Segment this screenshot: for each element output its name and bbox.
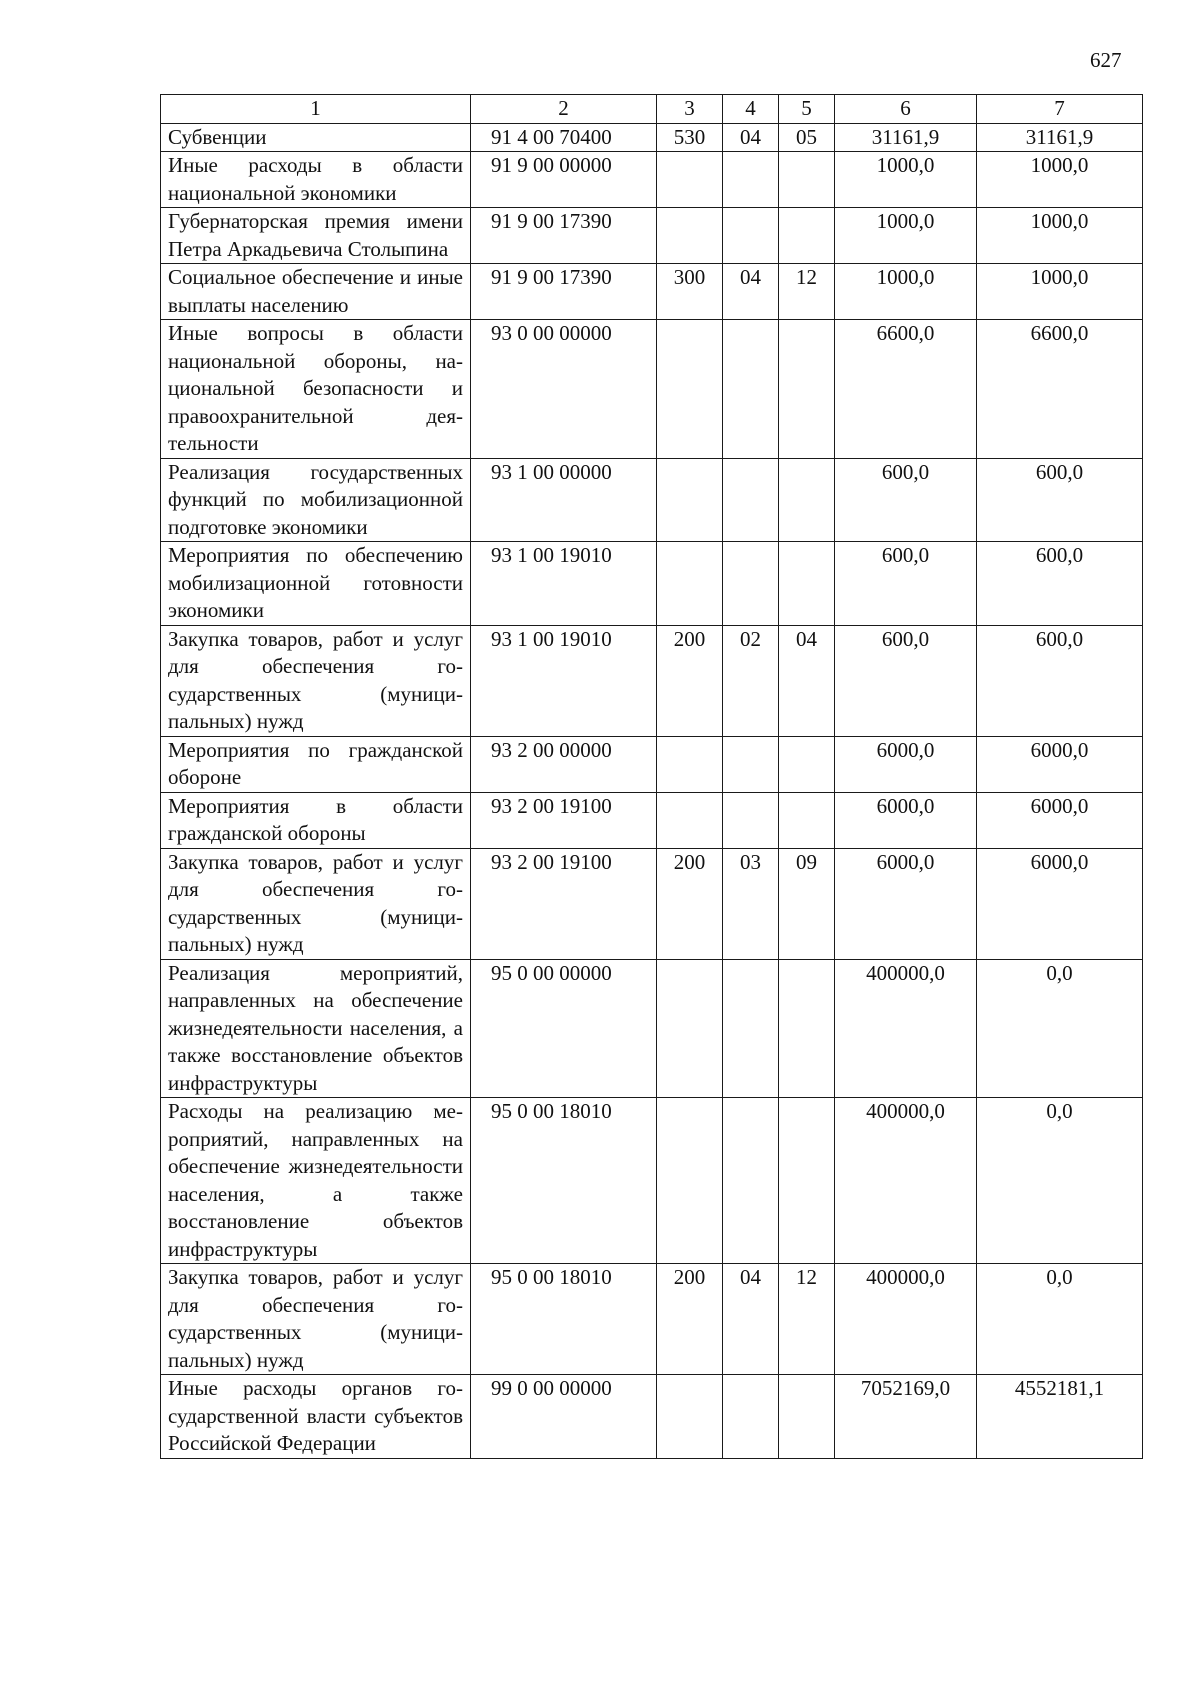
row-amount-7: 0,0 [977, 1098, 1143, 1264]
table-row [161, 1264, 1143, 1375]
row-pr [779, 208, 835, 264]
row-code: 91 4 00 70400 [471, 123, 657, 152]
row-rz [723, 792, 779, 848]
row-pr [779, 152, 835, 208]
row-code: 95 0 00 00000 [471, 959, 657, 1098]
row-name: Иные расходы в области национальной экономики [161, 152, 471, 208]
row-amount-7: 600,0 [977, 625, 1143, 736]
col-header-7: 7 [977, 95, 1143, 124]
table-row [161, 152, 1143, 208]
row-kvr [657, 959, 723, 1098]
col-header-5: 5 [779, 95, 835, 124]
row-pr [779, 1375, 835, 1459]
row-pr: 09 [779, 848, 835, 959]
row-amount-6: 1000,0 [835, 208, 977, 264]
row-name: Расходы на реализацию мероприятий, направленных на обеспечение жизнедеятельности населения, а также восстановление объектов инфраструктуры [161, 1098, 471, 1264]
row-name: Мероприятия в области гражданской обороны [161, 792, 471, 848]
row-code: 95 0 00 18010 [471, 1264, 657, 1375]
row-amount-6: 7052169,0 [835, 1375, 977, 1459]
col-header-2: 2 [471, 95, 657, 124]
row-amount-6: 400000,0 [835, 1098, 977, 1264]
table-row [161, 959, 1143, 1098]
row-rz: 04 [723, 1264, 779, 1375]
table-row [161, 625, 1143, 736]
row-amount-6: 31161,9 [835, 123, 977, 152]
row-code: 93 0 00 00000 [471, 320, 657, 459]
row-pr [779, 736, 835, 792]
row-pr [779, 1098, 835, 1264]
row-kvr: 530 [657, 123, 723, 152]
row-name: Мероприятия по гражданской обороне [161, 736, 471, 792]
row-code: 93 1 00 19010 [471, 542, 657, 626]
table-row [161, 264, 1143, 320]
row-amount-6: 400000,0 [835, 959, 977, 1098]
row-kvr [657, 152, 723, 208]
row-amount-6: 1000,0 [835, 264, 977, 320]
row-amount-6: 600,0 [835, 625, 977, 736]
row-kvr [657, 458, 723, 542]
row-amount-6: 6600,0 [835, 320, 977, 459]
row-amount-6: 400000,0 [835, 1264, 977, 1375]
row-pr [779, 458, 835, 542]
row-amount-7: 6000,0 [977, 848, 1143, 959]
col-header-1: 1 [161, 95, 471, 124]
row-name: Закупка товаров, работ и услуг для обеспечения государственных (муниципальных) нужд [161, 848, 471, 959]
row-rz [723, 208, 779, 264]
col-header-6: 6 [835, 95, 977, 124]
row-name: Иные расходы органов государственной власти субъектов Российской Федерации [161, 1375, 471, 1459]
row-kvr [657, 320, 723, 459]
row-code: 91 9 00 00000 [471, 152, 657, 208]
table-row [161, 320, 1143, 459]
row-rz: 04 [723, 123, 779, 152]
row-rz [723, 1375, 779, 1459]
row-code: 99 0 00 00000 [471, 1375, 657, 1459]
row-rz [723, 320, 779, 459]
row-amount-6: 6000,0 [835, 848, 977, 959]
row-kvr: 200 [657, 625, 723, 736]
row-code: 91 9 00 17390 [471, 264, 657, 320]
table-row [161, 458, 1143, 542]
row-amount-6: 1000,0 [835, 152, 977, 208]
row-name: Закупка товаров, работ и услуг для обеспечения государственных (муниципальных) нужд [161, 625, 471, 736]
row-amount-7: 1000,0 [977, 208, 1143, 264]
row-name: Иные вопросы в области национальной обороны, национальной безопасности и правоохранительной деятельности [161, 320, 471, 459]
row-rz: 03 [723, 848, 779, 959]
table-row [161, 1375, 1143, 1459]
row-pr [779, 792, 835, 848]
budget-table [160, 94, 1143, 1459]
row-amount-6: 6000,0 [835, 792, 977, 848]
row-amount-7: 31161,9 [977, 123, 1143, 152]
row-amount-7: 0,0 [977, 959, 1143, 1098]
row-code: 93 1 00 19010 [471, 625, 657, 736]
row-name: Реализация государственных функций по мобилизационной подготовке экономики [161, 458, 471, 542]
row-amount-7: 6600,0 [977, 320, 1143, 459]
row-rz: 02 [723, 625, 779, 736]
row-pr [779, 959, 835, 1098]
row-amount-6: 600,0 [835, 542, 977, 626]
row-rz [723, 1098, 779, 1264]
row-amount-7: 600,0 [977, 542, 1143, 626]
row-amount-7: 6000,0 [977, 792, 1143, 848]
col-header-3: 3 [657, 95, 723, 124]
row-kvr [657, 792, 723, 848]
row-code: 95 0 00 18010 [471, 1098, 657, 1264]
row-name: Субвенции [161, 123, 471, 152]
row-kvr [657, 1375, 723, 1459]
row-pr: 04 [779, 625, 835, 736]
row-kvr: 300 [657, 264, 723, 320]
row-name: Мероприятия по обеспечению мобилизационной готовности экономики [161, 542, 471, 626]
row-amount-7: 6000,0 [977, 736, 1143, 792]
table-row [161, 792, 1143, 848]
row-pr [779, 320, 835, 459]
row-amount-7: 600,0 [977, 458, 1143, 542]
row-code: 93 2 00 19100 [471, 848, 657, 959]
row-amount-6: 6000,0 [835, 736, 977, 792]
row-kvr: 200 [657, 848, 723, 959]
table-row [161, 542, 1143, 626]
row-pr [779, 542, 835, 626]
row-kvr [657, 208, 723, 264]
row-code: 93 2 00 19100 [471, 792, 657, 848]
row-amount-6: 600,0 [835, 458, 977, 542]
row-amount-7: 1000,0 [977, 152, 1143, 208]
row-kvr: 200 [657, 1264, 723, 1375]
row-code: 91 9 00 17390 [471, 208, 657, 264]
row-rz [723, 959, 779, 1098]
table-row [161, 208, 1143, 264]
row-name: Социальное обеспечение и иные выплаты населению [161, 264, 471, 320]
row-amount-7: 1000,0 [977, 264, 1143, 320]
table-row [161, 123, 1143, 152]
row-kvr [657, 736, 723, 792]
row-name: Губернаторская премия имени Петра Аркадьевича Столыпина [161, 208, 471, 264]
row-code: 93 1 00 00000 [471, 458, 657, 542]
row-amount-7: 4552181,1 [977, 1375, 1143, 1459]
row-name: Реализация мероприятий, направленных на обеспечение жизнедеятельности населения, а также восстановление объектов инфраструктуры [161, 959, 471, 1098]
row-rz: 04 [723, 264, 779, 320]
row-rz [723, 152, 779, 208]
row-pr: 12 [779, 264, 835, 320]
row-name: Закупка товаров, работ и услуг для обеспечения государственных (муниципальных) нужд [161, 1264, 471, 1375]
table-row [161, 1098, 1143, 1264]
row-pr: 12 [779, 1264, 835, 1375]
table-body [161, 123, 1143, 1458]
col-header-4: 4 [723, 95, 779, 124]
row-code: 93 2 00 00000 [471, 736, 657, 792]
row-kvr [657, 1098, 723, 1264]
row-rz [723, 736, 779, 792]
table-row [161, 736, 1143, 792]
row-amount-7: 0,0 [977, 1264, 1143, 1375]
row-rz [723, 542, 779, 626]
page-number: 627 [1090, 48, 1122, 72]
table-row [161, 848, 1143, 959]
row-rz [723, 458, 779, 542]
row-pr: 05 [779, 123, 835, 152]
header-row [161, 95, 1143, 124]
row-kvr [657, 542, 723, 626]
